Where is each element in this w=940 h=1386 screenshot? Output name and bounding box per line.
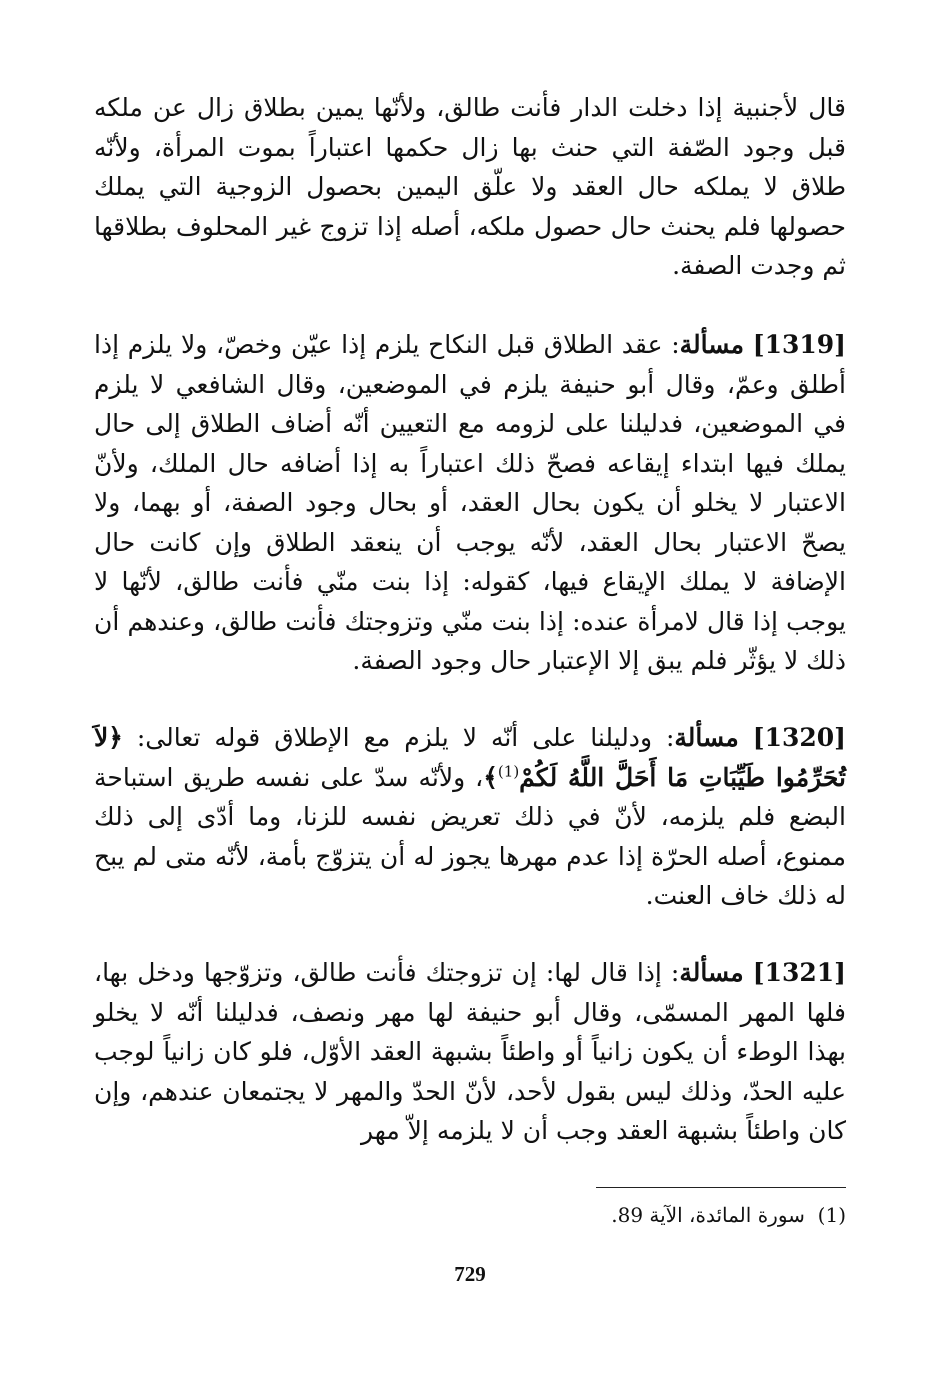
paragraph-issue-1321 bbox=[94, 953, 846, 1151]
issue-number: [1320] bbox=[752, 723, 846, 752]
footnote-reference[interactable]: (1) bbox=[497, 762, 520, 781]
quran-verse: لاَ تُحَرِّمُوا طَيِّبَاتِ مَا أَحَلَّ اللَّهُ لَكُمْ bbox=[94, 723, 846, 792]
issue-number: [1321] bbox=[752, 958, 846, 987]
issue-number: [1319] bbox=[752, 330, 846, 359]
paragraph-issue-1319 bbox=[94, 325, 846, 681]
paragraph-continuation bbox=[94, 88, 846, 286]
footnote-text: سورة المائدة، الآية 89. bbox=[611, 1203, 805, 1227]
footnote-divider bbox=[596, 1187, 846, 1188]
quran-close-bracket: ﴾ bbox=[483, 762, 498, 792]
paragraph-text: قال لأجنبية إذا دخلت الدار فأنت طالق، ولأنّها يمين بطلاق زال عن ملكه قبل وجود الصّفة التي حنث بها زال حكمها اعتباراً بموت المرأة، ولأنّه طلاق لا يملكه حال العقد ولا علّق اليمين بحصول الزوجية التي يملك حصولها فلم يحنث حال حصول ملكه، أصله إذا تزوج غير المحلوف بطلاقها ثم وجدت الصفة. bbox=[94, 93, 846, 280]
issue-label: مسألة bbox=[679, 958, 744, 987]
issue-label: مسألة bbox=[679, 330, 744, 359]
quran-open-bracket: ﴿ bbox=[108, 723, 123, 752]
issue-label: مسألة bbox=[674, 723, 739, 752]
paragraph-text-after: ، ولأنّه سدّ على نفسه طريق استباحة البضع فلم يلزمه، لأنّ في ذلك تعريض نفسه للزنا، وما أدّى إلى ذلك ممنوع، أصله الحرّة إذا عدم مهرها يجوز له أن يتزوّج بأمة، لأنّه متى لم يبح له ذلك خاف العنت. bbox=[94, 762, 846, 910]
paragraph-text: : إذا قال لها: إن تزوجتك فأنت طالق، وتزوّجها ودخل بها، فلها المهر المسمّى، وقال أبو حنيفة لها مهر ونصف، فدليلنا أنّه لا يخلو بهذا الوطء أن يكون زانياً أو واطئاً بشبهة العقد الأوّل، فلو كان زانياً لوجب عليه الحدّ، وذلك ليس بقول لأحد، لأنّ الحدّ والمهر لا يجتمعان عندهم، وإن كان واطئاً بشبهة العقد وجب أن لا يلزمه إلاّ مهر bbox=[94, 958, 846, 1145]
footnote-number: (1) bbox=[817, 1203, 846, 1227]
paragraph-issue-1320 bbox=[94, 718, 846, 916]
paragraph-text: : عقد الطلاق قبل النكاح يلزم إذا عيّن وخصّ، ولا يلزم إذا أطلق وعمّ، وقال أبو حنيفة يلزم في الموضعين، وقال الشافعي لا يلزم في الموضعين، فدليلنا على لزومه مع التعيين أنّه أضاف الطلاق إلى حال يملك فيها ابتداء إيقاعه فصحّ ذلك اعتباراً به إذا أضافه حال الملك، ولأنّ الاعتبار لا يخلو أن يكون بحال العقد، أو بحال وجود الصفة، أو بهما، ولا يصحّ الاعتبار بحال العقد، لأنّه يوجب أن ينعقد الطلاق وإن كانت حال الإضافة لا يملك الإيقاع فيها، كقوله: إذا بنت منّي فأنت طالق، لأنّها لا يوجب إذا قال لامرأة عنده: إذا بنت منّي وتزوجتك فأنت طالق، وعندهم أن ذلك لا يؤثّر فلم يبق إلا الإعتبار حال وجود الصفة. bbox=[94, 330, 846, 675]
paragraph-text-before: : ودليلنا على أنّه لا يلزم مع الإطلاق قوله تعالى: bbox=[122, 723, 675, 752]
footnote bbox=[94, 1200, 846, 1230]
page-number: 729 bbox=[454, 1262, 486, 1286]
